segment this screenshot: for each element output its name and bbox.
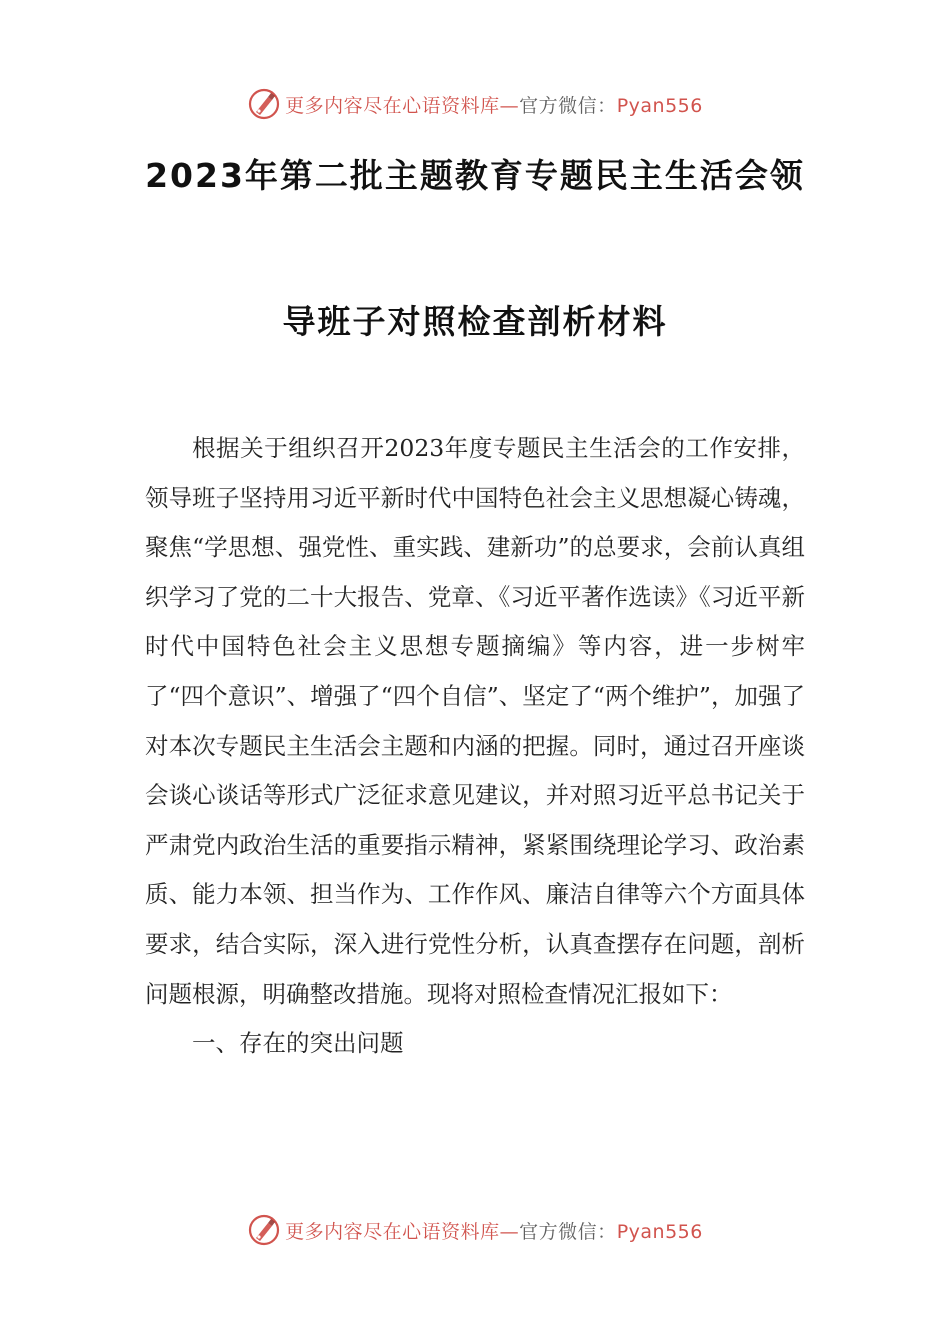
document-title-line-1: 2023年第二批主题教育专题民主生活会领 (145, 156, 805, 195)
watermark-text: 更多内容尽在心语资料库—官方微信：Pyan556 (285, 94, 703, 117)
intro-paragraph: 根据关于组织召开2023年度专题民主生活会的工作安排，领导班子坚持用习近平新时代中国特色社会主义思想凝心铸魂，聚焦“学思想、强党性、重实践、建新功”的总要求，会前认真组织学习了党的二十大报告、党章、《习近平著作选读》《习近平新时代中国特色社会主义思想专题摘编》等内容，进一步树牢了“四个意识”、增强了“四个自信”、坚定了“两个维护”，加强了对本次专题民主生活会主题和内涵的把握。同时，通过召开座谈会谈心谈话等形式广泛征求意见建议，并对照习近平总书记关于严肃党内政治生活的重要指示精神，紧紧围绕理论学习、政治素质、能力本领、担当作为、工作作风、廉洁自律等六个方面具体要求，结合实际，深入进行党性分析，认真查摆存在问题，剖析问题根源，明确整改措施。现将对照检查情况汇报如下： (145, 434, 805, 1008)
watermark-banner-top (0, 82, 950, 126)
document-body (145, 424, 805, 1069)
pen-nib-logo-icon (247, 87, 281, 121)
pen-nib-logo-icon (247, 1213, 281, 1247)
watermark-text: 更多内容尽在心语资料库—官方微信：Pyan556 (285, 1220, 703, 1243)
section-heading: 一、存在的突出问题 (192, 1029, 404, 1058)
watermark-banner-bottom (0, 1208, 950, 1252)
document-title-line-2: 导班子对照检查剖析材料 (282, 302, 668, 341)
